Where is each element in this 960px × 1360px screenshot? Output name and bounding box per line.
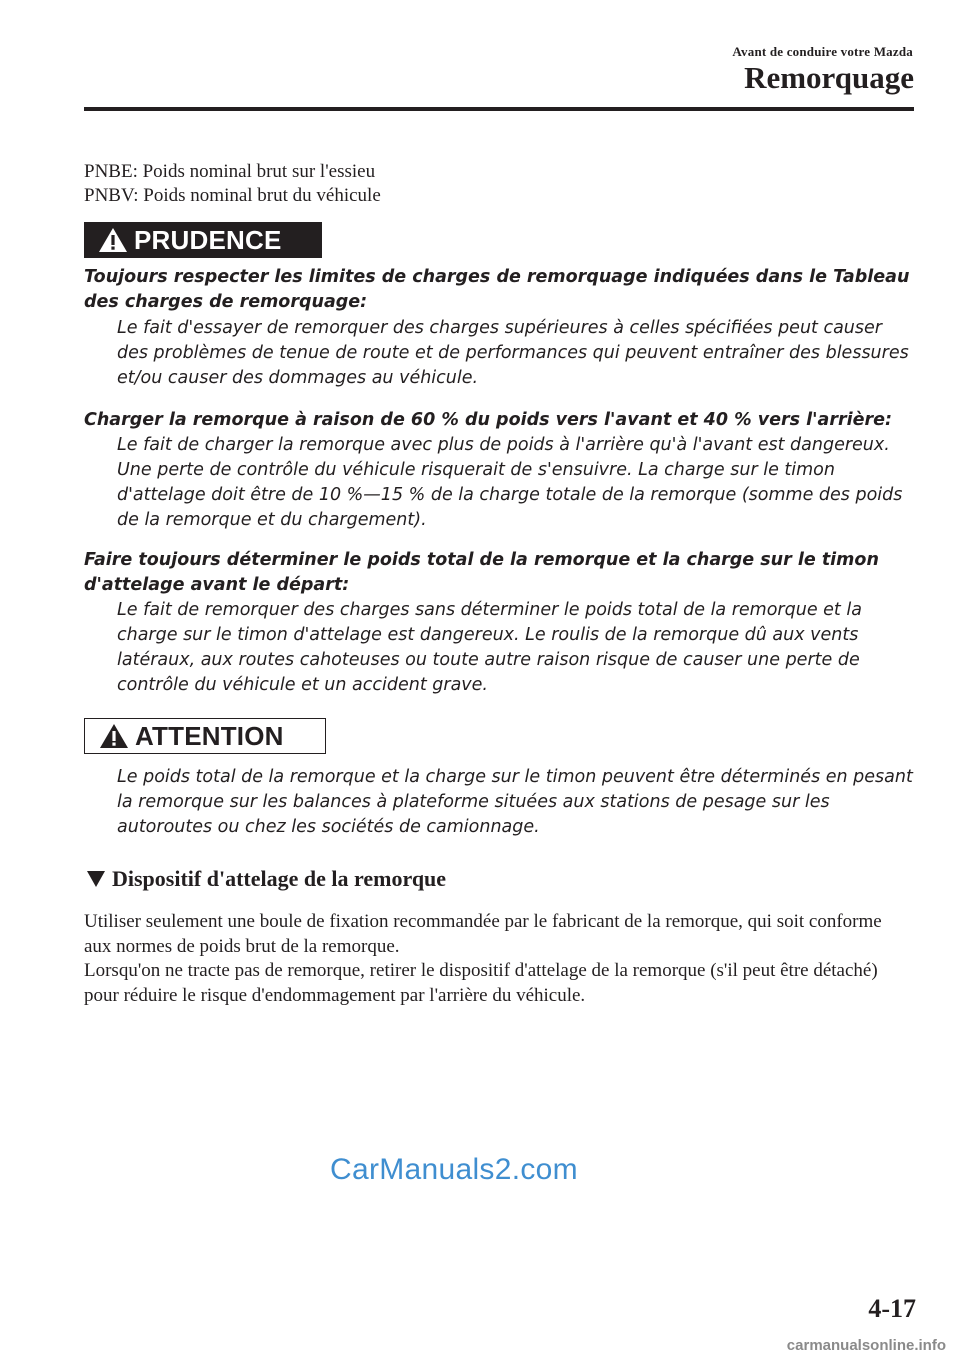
prudence-label: PRUDENCE bbox=[134, 224, 282, 255]
subsection-paragraph-1: Utiliser seulement une boule de fixation recommandée par le fabricant de la remorque, qui soit conforme aux normes de poids brut de la remorque. bbox=[84, 911, 882, 957]
section-title: Remorquage bbox=[744, 60, 914, 95]
prudence-body-2: Le fait de charger la remorque avec plus de poids à l'arrière qu'à l'avant est dangereux. Une perte de contrôle du véhicule risquerait de s'ensuivre. La charge sur le timon d'attelage doit être de 10 %—15 % de la charge totale de la remorque (somme des poids de la remorque et du chargement). bbox=[117, 435, 903, 530]
chapter-title: Avant de conduire votre Mazda bbox=[732, 44, 913, 59]
attention-body: Le poids total de la remorque et la charge sur le timon peuvent être déterminés en pesant la remorque sur les balances à plateforme situées aux stations de pesage sur les autoroutes ou chez les sociétés de camionnage. bbox=[117, 767, 913, 837]
attention-banner bbox=[84, 718, 326, 754]
triangle-down-icon bbox=[86, 870, 106, 888]
footer-site: carmanualsonline.info bbox=[786, 1337, 946, 1354]
header-divider bbox=[84, 107, 914, 111]
prudence-banner bbox=[84, 222, 322, 258]
subsection-title: Dispositif d'attelage de la remorque bbox=[112, 866, 447, 891]
page-number: 4-17 bbox=[868, 1294, 916, 1323]
definition-pnbv: PNBV: Poids nominal brut du véhicule bbox=[84, 185, 381, 206]
prudence-heading-2: Charger la remorque à raison de 60 % du poids vers l'avant et 40 % vers l'arrière: bbox=[84, 410, 892, 430]
warning-triangle-icon bbox=[98, 227, 128, 253]
subsection-heading bbox=[86, 866, 446, 892]
attention-label: ATTENTION bbox=[135, 720, 284, 751]
prudence-body-3: Le fait de remorquer des charges sans déterminer le poids total de la remorque et la charge sur le timon d'attelage est dangereux. Le roulis de la remorque dû aux vents latéraux, aux routes cahoteuses ou toute autre raison risque de causer une perte de contrôle du véhicule et un accident grave. bbox=[117, 600, 862, 695]
definition-pnbe: PNBE: Poids nominal brut sur l'essieu bbox=[84, 161, 376, 182]
prudence-heading-3: Faire toujours déterminer le poids total de la remorque et la charge sur le timon d'attelage avant le départ: bbox=[84, 550, 879, 595]
warning-triangle-icon bbox=[99, 723, 129, 749]
subsection-paragraph-2: Lorsqu'on ne tracte pas de remorque, retirer le dispositif d'attelage de la remorque (s'il peut être détaché) pour réduire le risque d'endommagement par l'arrière du véhicule. bbox=[84, 960, 878, 1006]
prudence-heading-1: Toujours respecter les limites de charges de remorquage indiquées dans le Tableau des charges de remorquage: bbox=[84, 267, 910, 312]
watermark: CarManuals2.com bbox=[330, 1153, 578, 1186]
prudence-body-1: Le fait d'essayer de remorquer des charges supérieures à celles spécifiées peut causer des problèmes de tenue de route et de performances qui peuvent entraîner des blessures et/ou causer des dommages au véhicule. bbox=[117, 318, 909, 388]
